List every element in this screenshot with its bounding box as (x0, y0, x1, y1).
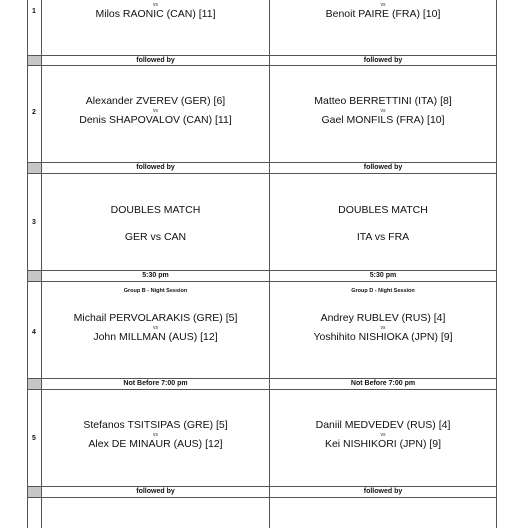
hline (27, 497, 497, 498)
vs-label: vs (153, 432, 158, 438)
vs-label: vs (380, 325, 386, 331)
group-subtitle: Group B - Night Session (123, 288, 188, 294)
row-number: 5 (32, 435, 36, 442)
match-cell-right (270, 95, 496, 127)
doubles-teams: GER vs CAN (124, 231, 187, 243)
doubles-cell-right (270, 204, 496, 244)
doubles-title: DOUBLES MATCH (338, 204, 428, 216)
match-cell-left (42, 95, 269, 127)
separator-shade (28, 271, 42, 281)
match-row-3 (27, 174, 497, 270)
player-1: Daniil MEDVEDEV (RUS) [4] (315, 419, 451, 431)
match-cell-left (42, 419, 269, 451)
player-1: Michail PERVOLARAKIS (GRE) [5] (73, 312, 238, 324)
separator-label-left: followed by (136, 164, 175, 171)
group-subtitle: Group D - Night Session (351, 288, 415, 294)
doubles-cell-left (42, 204, 269, 244)
separator-label-left: followed by (136, 57, 175, 64)
separator-label-right: followed by (363, 164, 403, 171)
separator-label-right: Not Before 7:00 pm (350, 380, 416, 387)
vs-label: vs (380, 108, 386, 114)
separator-row-5 (27, 486, 497, 498)
doubles-title: DOUBLES MATCH (110, 204, 201, 216)
vs-label: vs (153, 108, 158, 114)
player-1: Andrey RUBLEV (RUS) [4] (320, 312, 446, 324)
separator-shade (28, 379, 42, 389)
row-number: 1 (32, 8, 36, 15)
match-cell-left (42, 2, 269, 21)
player-1: Stefanos TSITSIPAS (GRE) [5] (83, 419, 228, 431)
match-cell-right (270, 288, 496, 344)
match-cell-right (270, 2, 496, 21)
match-row-4 (27, 282, 497, 378)
separator-label-left: followed by (136, 488, 175, 495)
player-1: Matteo BERRETTINI (ITA) [8] (314, 95, 452, 107)
separator-shade (28, 487, 42, 497)
separator-row-3 (27, 270, 497, 282)
match-row-5 (27, 390, 497, 486)
separator-row-2 (27, 162, 497, 174)
separator-row-4 (27, 378, 497, 390)
row-number: 3 (32, 219, 36, 226)
player-1: Alexander ZVEREV (GER) [6] (85, 95, 226, 107)
doubles-teams: ITA vs FRA (356, 231, 410, 243)
row-number: 2 (32, 109, 36, 116)
match-row-1 (27, 0, 497, 55)
player-2: John MILLMAN (AUS) [12] (93, 331, 218, 343)
separator-label-right: followed by (363, 488, 403, 495)
separator-shade (28, 163, 42, 173)
vs-label: vs (380, 2, 386, 8)
player-2: Benoit PAIRE (FRA) [10] (325, 8, 441, 20)
player-2: Denis SHAPOVALOV (CAN) [11] (79, 114, 232, 126)
separator-row-1 (27, 55, 497, 66)
player-2: Yoshihito NISHIOKA (JPN) [9] (313, 331, 453, 343)
player-2: Gael MONFILS (FRA) [10] (321, 114, 445, 126)
match-cell-right (270, 419, 496, 451)
match-cell-left (42, 288, 269, 344)
separator-label-right: followed by (363, 57, 403, 64)
row-number: 4 (32, 329, 36, 336)
vs-label: vs (153, 325, 158, 331)
vs-label: vs (153, 2, 158, 8)
vs-label: vs (380, 432, 386, 438)
separator-label-left: Not Before 7:00 pm (123, 380, 188, 387)
match-row-2 (27, 66, 497, 162)
player-2: Milos RAONIC (CAN) [11] (95, 8, 216, 20)
player-2: Kei NISHIKORI (JPN) [9] (324, 438, 442, 450)
separator-label-right: 5:30 pm (369, 272, 397, 279)
separator-label-left: 5:30 pm (142, 272, 169, 279)
player-2: Alex DE MINAUR (AUS) [12] (88, 438, 223, 450)
